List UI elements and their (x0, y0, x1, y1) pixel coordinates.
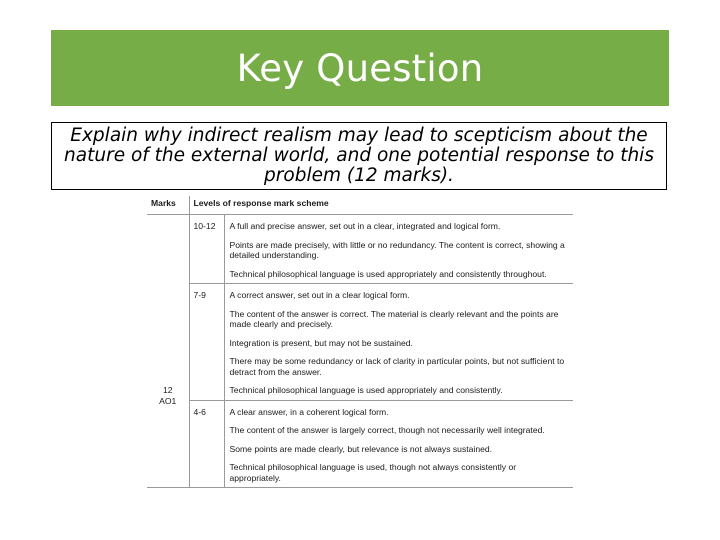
levels-header: Levels of response mark scheme (189, 196, 573, 215)
band-description (224, 400, 573, 488)
band-point: A correct answer, set out in a clear logical form. (229, 290, 410, 300)
band-row (147, 400, 573, 488)
band-point: Some points are made clearly, but relevance is not always sustained. (229, 443, 493, 454)
mark-scheme-table (147, 196, 573, 526)
band-description (224, 215, 573, 284)
band-point: The content of the answer is correct. The material is clearly relevant and the points are made clearly and precisely. (229, 308, 559, 329)
question-box (51, 122, 667, 190)
band-point: Technical philosophical language is used, though not always consistently or appropriately. (229, 462, 517, 483)
band-point: Technical philosophical language is used appropriately and consistently. (229, 385, 503, 395)
band-row (147, 284, 573, 401)
assessment-objective: AO1 (159, 395, 177, 406)
marks-header: Marks (147, 196, 189, 215)
band-range: 7-9 (189, 284, 224, 401)
band-range: 10-12 (189, 215, 224, 284)
band-point: There may be some redundancy or lack of clarity in particular points, but not sufficient to detract from the answer. (229, 356, 565, 377)
band-point: A clear answer, in a coherent logical form. (229, 406, 389, 417)
band-point: A full and precise answer, set out in a clear, integrated and logical form. (229, 221, 501, 231)
band-point: Integration is present, but may not be sustained. (229, 337, 413, 348)
band-point: The content of the answer is largely correct, though not necessarily well integrated. (229, 425, 545, 435)
band-range: 4-6 (189, 400, 224, 488)
marks-total-cell (147, 215, 189, 488)
page-title: Key Question (236, 46, 484, 90)
band-description (224, 284, 573, 401)
band-point: Technical philosophical language is used appropriately and consistently throughout. (229, 268, 547, 279)
title-banner (51, 30, 669, 106)
band-point: Points are made precisely, with little or no redundancy. The content is correct, showing a detailed understanding. (229, 239, 565, 260)
band-row (147, 215, 573, 284)
mark-scheme-header-row (147, 196, 573, 215)
question-text: Explain why indirect realism may lead to scepticism about the nature of the external world, and one potential response to this problem (12 marks). (64, 125, 654, 186)
marks-value: 12 (162, 384, 173, 395)
